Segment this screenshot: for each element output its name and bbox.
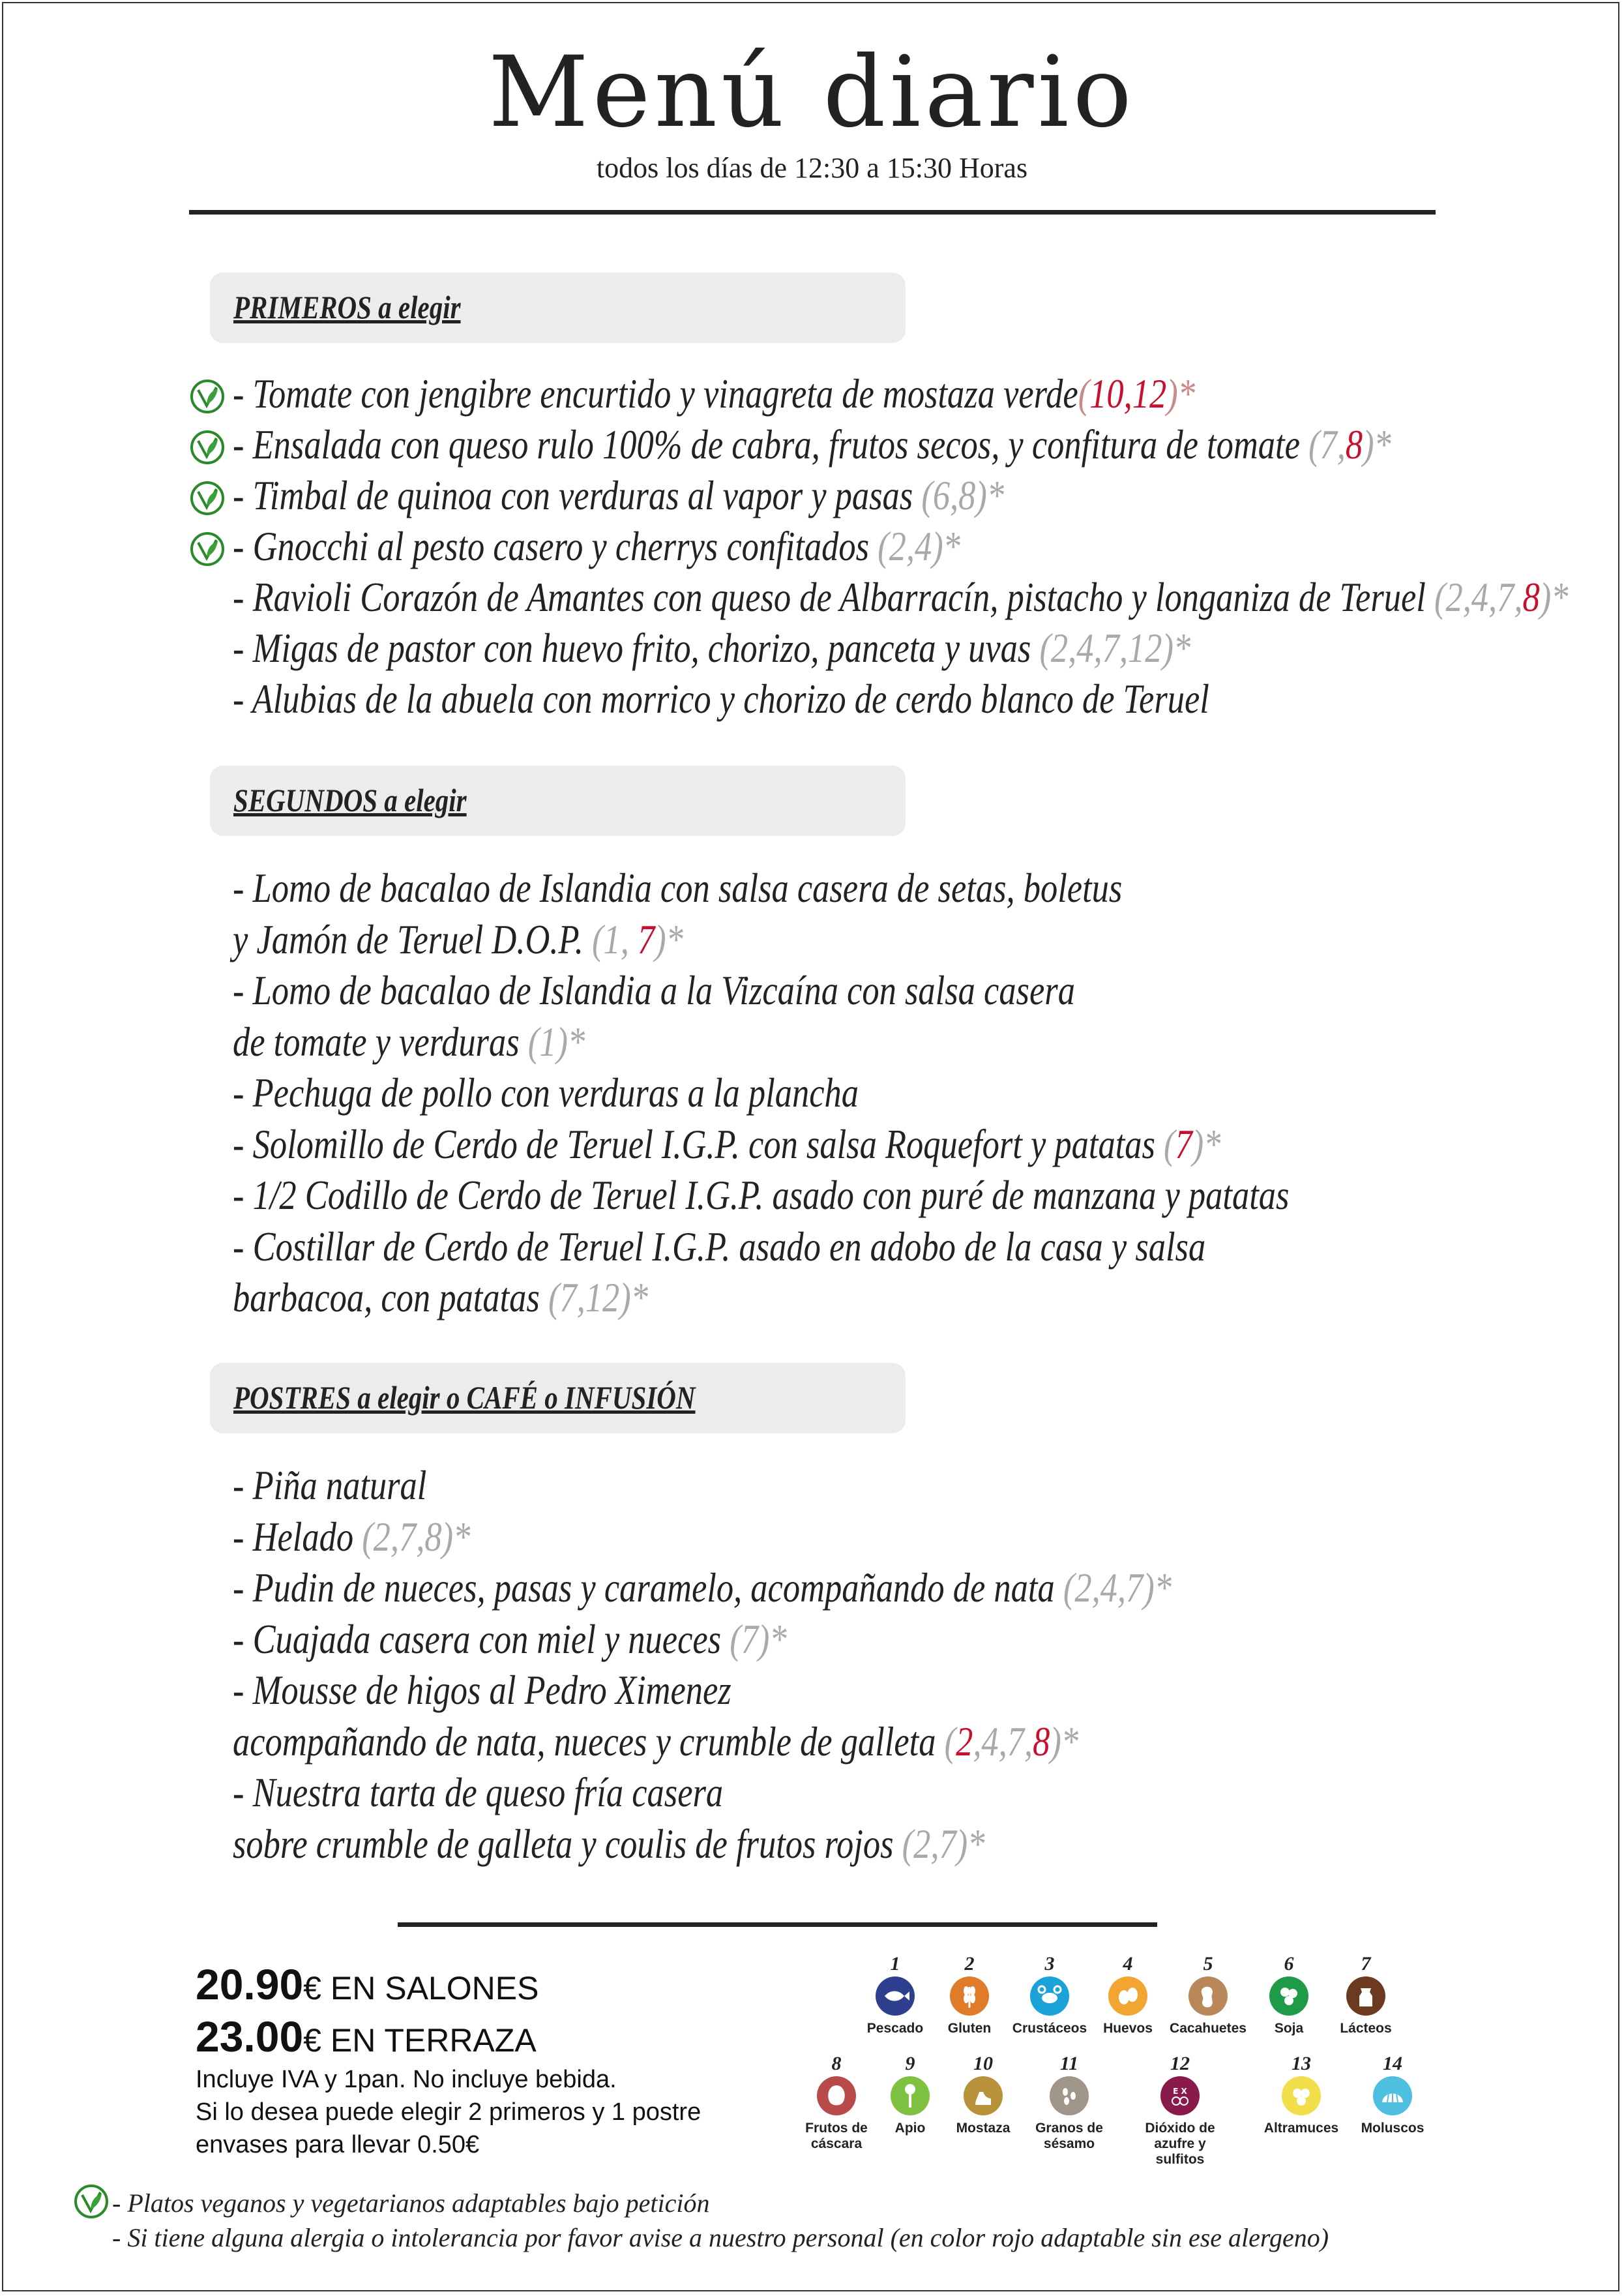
price-salones-value: 20.90 xyxy=(196,1960,304,2008)
allergen-number: 5 xyxy=(1203,1953,1213,1975)
soy-icon xyxy=(1269,1976,1308,2016)
price-terraza xyxy=(196,2012,537,2061)
section-postres-header xyxy=(210,1363,906,1433)
dish-text: - Migas de pastor con huevo frito, chorizo, panceta y uvas xyxy=(233,625,1040,671)
segundos-item xyxy=(233,967,1075,1013)
primeros-item xyxy=(233,678,1209,720)
section-primeros-header xyxy=(210,273,906,343)
allergen-name: Dióxido de azufre y sulfitos xyxy=(1145,2121,1215,2168)
section-segundos-label: SEGUNDOS a elegir xyxy=(233,782,467,818)
allergen-codes: 7 xyxy=(637,916,655,962)
allergen-codes: ( xyxy=(944,1718,956,1765)
vegan-leaf-icon xyxy=(189,429,226,466)
dish-text: barbacoa, con patatas xyxy=(233,1274,548,1320)
allergen-codes: )* xyxy=(1050,1718,1079,1765)
dish-text: - 1/2 Codillo de Cerdo de Teruel I.G.P. asado con puré de manzana y patatas xyxy=(233,1172,1290,1218)
fish-icon xyxy=(876,1976,915,2016)
dish-text: - Alubias de la abuela con morrico y chorizo de cerdo blanco de Teruel xyxy=(233,676,1209,722)
allergen-codes: )* xyxy=(655,916,683,962)
segundos-item xyxy=(233,1174,1289,1216)
allergen-number: 10 xyxy=(973,2053,993,2074)
postres-item xyxy=(233,1820,985,1867)
header-divider xyxy=(189,210,1436,215)
allergen-codes: ( xyxy=(1078,370,1090,417)
allergen-number: 8 xyxy=(831,2053,842,2074)
allergen-name: Moluscos xyxy=(1361,2121,1425,2136)
allergen-name: Apio xyxy=(894,2121,926,2136)
allergen-name: Mostaza xyxy=(956,2121,1011,2136)
mustard-icon xyxy=(964,2076,1003,2115)
segundos-item xyxy=(233,867,1122,909)
price-terraza-value: 23.00 xyxy=(196,2012,304,2061)
nut-icon xyxy=(817,2076,856,2115)
allergen-codes: 10,12 xyxy=(1089,370,1167,417)
footer-allergy-note: - Si tiene alguna alergia o intolerancia por favor avise a nuestro personal (en color rojo adaptable sin ese alergeno) xyxy=(112,2223,1329,2252)
allergen-codes: (7, xyxy=(1308,421,1346,468)
allergen-name: Crustáceos xyxy=(1012,2021,1087,2036)
dish-text: sobre crumble de galleta y coulis de frutos rojos xyxy=(233,1820,902,1867)
dish-text: de tomate y verduras xyxy=(233,1018,528,1065)
allergen-number: 13 xyxy=(1292,2053,1311,2074)
eggs-icon xyxy=(1108,1976,1147,2016)
allergen-item xyxy=(1344,2053,1441,2136)
celery-icon xyxy=(891,2076,930,2115)
dish-text: - Pechuga de pollo con verduras a la plancha xyxy=(233,1069,859,1116)
allergen-item xyxy=(1020,2053,1118,2152)
allergen-codes: )* xyxy=(1192,1120,1221,1167)
info-line-1: Incluye IVA y 1pan. No incluye bebida. xyxy=(196,2066,617,2093)
segundos-item xyxy=(233,1120,1221,1167)
wheat-icon xyxy=(950,1976,989,2016)
dish-text: - Mousse de higos al Pedro Ximenez xyxy=(233,1667,731,1713)
allergen-name: Frutos de cáscara xyxy=(805,2121,868,2152)
vegan-leaf-icon xyxy=(189,531,226,567)
allergen-item xyxy=(1131,2053,1229,2168)
segundos-item xyxy=(233,1069,859,1116)
allergen-codes: (6,8)* xyxy=(921,472,1005,518)
allergen-number: 11 xyxy=(1059,2053,1079,2074)
postres-item xyxy=(233,1769,724,1815)
section-postres-label: POSTRES a elegir o CAFÉ o INFUSIÓN xyxy=(233,1379,696,1416)
allergen-number: 9 xyxy=(905,2053,915,2074)
vegan-leaf-icon xyxy=(189,378,226,415)
postres-item xyxy=(233,1513,471,1560)
primeros-item xyxy=(233,370,1195,417)
allergen-codes: (1)* xyxy=(527,1018,585,1065)
postres-item xyxy=(233,1615,787,1662)
milk-icon xyxy=(1346,1976,1385,2016)
primeros-item xyxy=(233,421,1391,468)
info-line-3: envases para llevar 0.50€ xyxy=(196,2131,480,2158)
dish-text: - Costillar de Cerdo de Teruel I.G.P. asado en adobo de la casa y salsa xyxy=(233,1223,1206,1270)
allergen-codes: (2,7)* xyxy=(902,1820,985,1867)
postres-item xyxy=(233,1462,427,1508)
allergen-codes: )* xyxy=(1166,370,1195,417)
allergen-number: 3 xyxy=(1044,1953,1055,1975)
allergen-name: Cacahuetes xyxy=(1170,2021,1247,2036)
page-title: Menú diario xyxy=(488,36,1136,149)
postres-item xyxy=(233,1564,1172,1611)
allergen-item xyxy=(934,2053,1032,2136)
price-salones xyxy=(196,1960,539,2009)
dish-text: - Pudin de nueces, pasas y caramelo, acompañando de nata xyxy=(233,1564,1063,1611)
dish-text: - Piña natural xyxy=(233,1462,427,1508)
primeros-item xyxy=(233,576,1568,618)
price-terraza-label: € EN TERRAZA xyxy=(303,2022,537,2059)
segundos-item xyxy=(233,1223,1206,1270)
allergen-codes: 2 xyxy=(956,1718,973,1765)
allergen-name: Lácteos xyxy=(1340,2021,1392,2036)
svg-text:E X: E X xyxy=(1173,2087,1187,2096)
postres-item xyxy=(233,1718,1079,1765)
allergen-codes: (7)* xyxy=(730,1615,787,1662)
allergen-codes: )* xyxy=(1363,421,1391,468)
allergen-item xyxy=(1252,2053,1350,2136)
allergen-codes: (2,4,7)* xyxy=(1063,1564,1172,1611)
allergen-codes: (2,7,8)* xyxy=(362,1513,471,1560)
vegan-leaf-icon xyxy=(73,2183,110,2220)
allergen-number: 4 xyxy=(1123,1953,1133,1975)
dish-text: acompañando de nata, nueces y crumble de galleta xyxy=(233,1718,945,1765)
dish-text: - Lomo de bacalao de Islandia con salsa casera de setas, boletus xyxy=(233,865,1123,911)
primeros-item xyxy=(233,627,1190,669)
allergen-name: Granos de sésamo xyxy=(1035,2121,1103,2152)
dish-text: - Solomillo de Cerdo de Teruel I.G.P. con salsa Roquefort y patatas xyxy=(233,1120,1164,1167)
allergen-codes: ,4,7, xyxy=(973,1718,1033,1765)
allergen-name: Altramuces xyxy=(1263,2121,1339,2136)
allergen-codes: 8 xyxy=(1522,574,1540,620)
sulphite-icon xyxy=(1160,2076,1200,2115)
allergen-codes: 8 xyxy=(1345,421,1363,468)
primeros-item xyxy=(233,523,960,569)
peanut-icon xyxy=(1188,1976,1228,2016)
allergen-name: Gluten xyxy=(947,2021,992,2036)
dish-text: - Nuestra tarta de queso fría casera xyxy=(233,1769,724,1815)
allergen-codes: 7 xyxy=(1175,1120,1192,1167)
dish-text: - Ensalada con queso rulo 100% de cabra, frutos secos, y confitura de tomate xyxy=(233,421,1308,468)
allergen-codes: (2,4,7, xyxy=(1434,574,1523,620)
dish-text: - Timbal de quinoa con verduras al vapor y pasas xyxy=(233,472,922,518)
price-divider xyxy=(398,1922,1157,1927)
section-segundos-header xyxy=(210,766,906,836)
allergen-number: 6 xyxy=(1284,1953,1294,1975)
segundos-item xyxy=(233,1274,648,1320)
dish-text: - Tomate con jengibre encurtido y vinagreta de mostaza verde xyxy=(233,370,1078,417)
allergen-codes: (2,4)* xyxy=(878,523,960,569)
allergen-number: 1 xyxy=(890,1953,900,1975)
allergen-codes: ( xyxy=(1164,1120,1175,1167)
dish-text: - Lomo de bacalao de Islandia a la Vizcaína con salsa casera xyxy=(233,967,1075,1013)
dish-text: - Cuajada casera con miel y nueces xyxy=(233,1615,730,1662)
allergen-codes: (1, xyxy=(591,916,638,962)
allergen-item xyxy=(1317,1953,1415,2036)
lupin-icon xyxy=(1282,2076,1321,2115)
segundos-item xyxy=(233,916,683,962)
allergen-codes: )* xyxy=(1539,574,1569,620)
allergen-name: Huevos xyxy=(1103,2021,1153,2036)
mollusc-icon xyxy=(1373,2076,1412,2115)
allergen-number: 12 xyxy=(1170,2053,1190,2074)
allergen-name: Soja xyxy=(1274,2021,1304,2036)
allergen-number: 2 xyxy=(964,1953,975,1975)
allergen-number: 14 xyxy=(1383,2053,1402,2074)
page-subtitle: todos los días de 12:30 a 15:30 Horas xyxy=(596,152,1028,184)
allergen-codes: (2,4,7,12)* xyxy=(1039,625,1191,671)
info-line-2: Si lo desea puede elegir 2 primeros y 1 postre xyxy=(196,2098,701,2126)
price-salones-label: € EN SALONES xyxy=(303,1970,539,2006)
vegan-leaf-icon xyxy=(189,480,226,516)
dish-text: y Jamón de Teruel D.O.P. xyxy=(233,916,592,962)
allergen-codes: 8 xyxy=(1033,1718,1050,1765)
dish-text: - Gnocchi al pesto casero y cherrys confitados xyxy=(233,523,878,569)
primeros-item xyxy=(233,472,1005,518)
allergen-name: Pescado xyxy=(866,2021,924,2036)
dish-text: - Helado xyxy=(233,1513,362,1560)
postres-item xyxy=(233,1669,731,1711)
dish-text: - Ravioli Corazón de Amantes con queso de Albarracín, pistacho y longaniza de Teruel xyxy=(233,574,1434,620)
sesame-icon xyxy=(1050,2076,1089,2115)
segundos-item xyxy=(233,1018,585,1065)
footer-vegan-note: - Platos veganos y vegetarianos adaptables bajo petición xyxy=(112,2188,710,2218)
allergen-number: 7 xyxy=(1361,1953,1371,1975)
allergen-codes: (7,12)* xyxy=(548,1274,648,1320)
crab-icon xyxy=(1030,1976,1069,2016)
section-primeros-label: PRIMEROS a elegir xyxy=(233,289,461,325)
